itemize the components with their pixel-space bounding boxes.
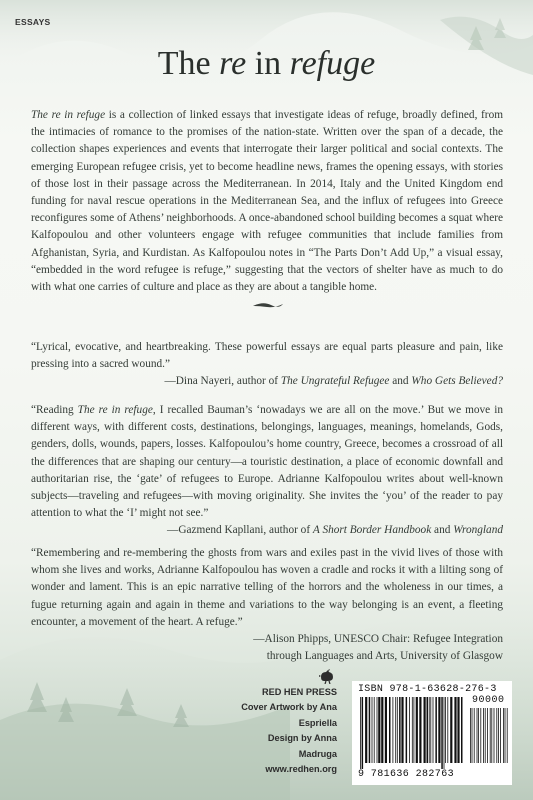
barcode-addon-digits: 90000 xyxy=(472,695,505,706)
barcode-bar xyxy=(378,697,380,763)
barcode-bar xyxy=(399,697,401,763)
barcode-bar xyxy=(393,697,394,763)
isbn-label: ISBN 978-1-63628-276-3 xyxy=(358,684,497,695)
blurb-attribution xyxy=(31,522,503,539)
book-description xyxy=(31,107,503,296)
barcode-bar xyxy=(454,697,456,763)
attribution-work: Wrongland xyxy=(453,524,503,537)
title-emphasis-refuge: refuge xyxy=(289,45,376,82)
blurb-attribution-line-2: through Languages and Arts, University of Glasgow xyxy=(266,650,503,663)
barcode-bar xyxy=(487,708,488,763)
publisher-credits xyxy=(232,685,337,777)
blurb-phipps xyxy=(31,545,503,665)
barcode-bar xyxy=(365,697,367,763)
attribution-work: Who Gets Believed? xyxy=(411,375,503,388)
title-prefix: The xyxy=(157,45,220,82)
barcode-bar xyxy=(498,708,499,763)
blurb-text-body: , I recalled Bauman’s ‘nowadays we are all on the move.’ But we move in different ways, with different costs, destinations, belongings, languages, meanings, homelands, Gods, genders, dolls, wounds, papers, losses. Kalfopoulou’s home country, Greece, becomes a crossroad of all the differences that are shaping our century—a touristic destination, a place of economic downfall and authoritarian rise, the ‘gate’ of refugees to Europe. Adrianne Kalfopoulou writes about well-known subjects—traveling and refugees—with moving originality. She invites the ‘you’ of the reader to pay attention to what the ‘I’ might not see.” xyxy=(31,404,503,520)
flourish-divider xyxy=(251,300,285,310)
publisher-website: www.redhen.org xyxy=(265,764,337,775)
barcode-bar xyxy=(377,697,378,763)
barcode-bar xyxy=(470,708,471,763)
barcode-bar xyxy=(461,697,463,763)
barcode-bar xyxy=(483,708,484,763)
blurb-text: “Lyrical, evocative, and heartbreaking. These powerful essays are equal parts pleasure and pain, like pressing into a sacred wound.” xyxy=(31,341,503,371)
barcode-bar xyxy=(491,708,492,763)
blurb-nayeri xyxy=(31,339,503,391)
attribution-prefix: —Dina Nayeri, author of xyxy=(164,375,281,388)
title-emphasis-re: re xyxy=(219,45,247,82)
blurb-attribution xyxy=(31,373,503,390)
barcode-bar xyxy=(503,708,504,763)
attribution-joiner: and xyxy=(431,524,454,537)
barcode-bar xyxy=(369,697,371,763)
attribution-work: The Ungrateful Refugee xyxy=(280,375,390,388)
barcode-bar xyxy=(406,697,408,763)
barcode-bar xyxy=(429,697,430,763)
barcode-bar xyxy=(433,697,434,763)
barcode-bar xyxy=(457,697,459,763)
barcode-bar xyxy=(389,697,391,763)
design-credit: Design by Anna Madruga xyxy=(267,733,337,759)
barcode-bar xyxy=(505,708,506,763)
publisher-name: RED HEN PRESS xyxy=(261,687,337,697)
barcode-bar xyxy=(450,697,452,763)
attribution-work: A Short Border Handbook xyxy=(312,524,432,537)
barcode-bar xyxy=(447,697,448,763)
blurb-book-title: The re in refuge xyxy=(77,404,153,416)
blurb-attribution-line-1: —Alison Phipps, UNESCO Chair: Refugee Integration xyxy=(253,633,503,646)
barcode-bar xyxy=(424,697,426,763)
attribution-joiner: and xyxy=(389,375,412,388)
blurb-text: “Remembering and re-membering the ghosts from wars and exiles past in the vivid lives of those with whom she lives and works, Adrianne Kalfopoulou has woven a cradle and rocks it with a lilting song of wonder and lament. This is an epic narrative telling of the horrors and the wholeness in our times, a fugue returning again and again in theme and variations to the way belonging is an event, a fleeting encounter, a movement of the heart. A refuge.” xyxy=(31,547,503,628)
barcode-digits: 9 781636 282763 xyxy=(358,769,455,780)
barcode-bar xyxy=(500,708,501,763)
barcode-bar xyxy=(381,697,383,763)
barcode-bar xyxy=(401,697,403,763)
barcode-bar xyxy=(385,697,387,763)
barcode-bar xyxy=(444,697,445,769)
barcode-bar xyxy=(362,697,364,769)
barcode-bar xyxy=(477,708,478,763)
section-label: ESSAYS xyxy=(15,17,51,27)
title-middle: in xyxy=(246,45,290,82)
description-book-title: The re in refuge xyxy=(31,109,106,121)
barcode-bar xyxy=(409,697,410,763)
barcode-bar xyxy=(438,697,440,763)
barcode-bar xyxy=(372,697,373,763)
description-text: is a collection of linked essays that investigate ideas of refuge, broadly defined, from the intimacies of romance to the promises of the nation-state. Written over the span of a decade, the collection shapes experiences and events that interrogate their larger political and social contexts. The emerging European refugee crisis, yet to become headline news, frames the opening essays, with stories of those lost in their passage across the Mediterranean. In 2014, Italy and the United Kingdom end funding for naval rescue operations in the Mediterranean Sea, and the influx of refugees into Greece reconfigures some of Athens’ neighborhoods. A once-abandoned school building becomes a squat where Kalfopoulou and other volunteers engage with refugee communities that include families from Afghanistan, Syria, and Kurdistan. As Kalfopoulou notes in “The Parts Don’t Add Up,” a visual essay, “embedded in the word refugee is refuge,” suggesting that the vectors of shelter have as much to do with what one carries of culture and place as they are about a tangible home. xyxy=(31,109,504,294)
isbn-barcode xyxy=(352,681,512,785)
barcode-bar xyxy=(419,697,421,763)
barcode-bar xyxy=(474,708,475,763)
barcode-bar xyxy=(445,697,446,763)
barcode-bar xyxy=(507,708,508,763)
barcode-bar xyxy=(412,697,413,763)
barcode-bar xyxy=(430,697,431,763)
barcode-bar xyxy=(397,697,398,763)
hen-icon xyxy=(318,668,336,684)
barcode-bar xyxy=(414,697,415,763)
barcode-bar xyxy=(472,708,473,763)
barcode-bar xyxy=(441,697,443,769)
barcode-bar xyxy=(435,697,437,763)
blurb-text-lead: “Reading xyxy=(31,404,78,416)
barcode-main-bars xyxy=(360,697,464,769)
barcode-bar xyxy=(416,697,418,763)
barcode-bar xyxy=(478,708,479,763)
barcode-addon-bars xyxy=(470,708,508,769)
blurb-kapllani xyxy=(31,402,503,540)
barcode-bar xyxy=(395,697,396,763)
barcode-bar xyxy=(490,708,491,763)
barcode-bar xyxy=(427,697,429,763)
book-title xyxy=(0,44,533,84)
blurb-text xyxy=(31,402,503,522)
barcode-bar xyxy=(360,697,361,769)
cover-artwork-credit: Cover Artwork by Ana Espriella xyxy=(241,702,337,728)
barcode-bar xyxy=(494,708,495,763)
barcode-bar xyxy=(374,697,375,763)
barcode-bar xyxy=(485,708,486,763)
barcode-bar xyxy=(480,708,481,763)
attribution-prefix: —Gazmend Kapllani, author of xyxy=(167,524,313,537)
barcode-bar xyxy=(496,708,497,763)
